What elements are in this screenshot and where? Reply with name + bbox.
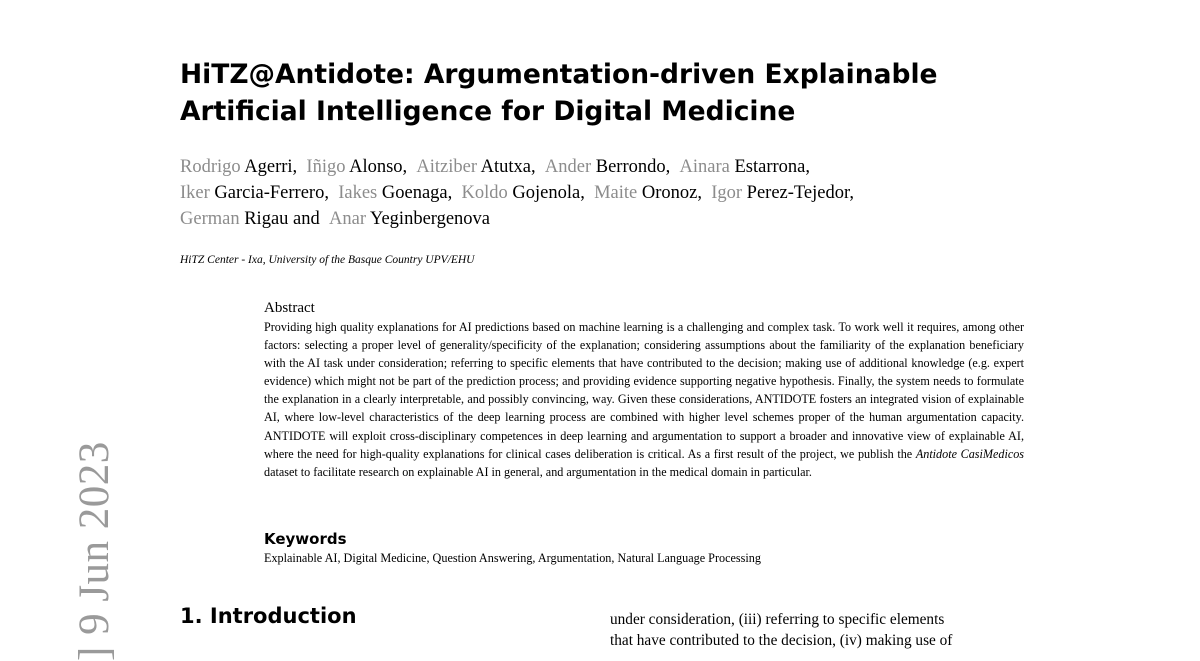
introduction-right-column (610, 609, 1022, 651)
author-given-name: Rodrigo (180, 157, 241, 177)
keywords-section (264, 529, 1024, 567)
author-family-name: Alonso (349, 157, 403, 177)
author-separator: , (402, 157, 408, 177)
keywords-text: Explainable AI, Digital Medicine, Question Answering, Argumentation, Natural Language Processing (264, 551, 761, 565)
author-separator: , (531, 157, 536, 177)
author-given-name: Anar (329, 209, 366, 229)
author-family-name: Oronoz (641, 183, 698, 203)
author-given-name: Aitziber (416, 157, 478, 177)
affiliation: HiTZ Center - Ixa, University of the Basque Country UPV/EHU (180, 254, 475, 266)
author-separator: , (849, 183, 855, 203)
author (462, 183, 585, 203)
author-given-name: Ander (544, 157, 592, 177)
author (180, 209, 320, 229)
abstract-text-main: Providing high quality explanations for AI predictions based on machine learning is a challenging and complex task. To work well it requires, among other factors: selecting a proper level of generality/specificity of the explanation; considering assumptions about the familiarity of the explanation beneficiary with the AI task under consideration; referring to specific elements that have contributed to the decision; making use of additional knowledge (e.g. expert evidence) which might not be part of the prediction process; and providing evidence supporting negative hypothesis. Finally, the system needs to formulate the explanation in a clearly interpretable, and possibly convincing, way. Given these considerations, ANTIDOTE fosters an integrated vision of explainable AI, where low-level characteristics of the deep learning process are combined with higher level schemes proper of the human argumentation capacity. ANTIDOTE will exploit cross-disciplinary competences in deep learning and argumentation to support a broader and innovative view of explainable AI, where the need for high-quality explanations for clinical cases deliberation is critical. As a first result of the project, we publish the (264, 320, 1024, 461)
author-given-name: Koldo (461, 183, 508, 203)
author-separator: , (580, 183, 585, 203)
author-given-name: Maite (594, 183, 638, 203)
author-family-name: Garcia-Ferrero (214, 183, 325, 203)
author-family-name: Atutxa (480, 157, 532, 177)
author-given-name: German (180, 209, 240, 229)
arxiv-stamp-text: ] 9 Jun 2023 (71, 441, 118, 661)
author-separator: and (288, 209, 320, 229)
dataset-name: Antidote CasiMedicos (915, 446, 1024, 461)
author-given-name: Iker (180, 183, 210, 203)
author-given-name: Igor (711, 183, 743, 203)
paper-title (180, 56, 1080, 130)
author-list (180, 154, 1060, 232)
author-separator: , (697, 183, 702, 203)
author (711, 183, 854, 203)
author (545, 157, 670, 177)
author-family-name: Agerri (244, 157, 293, 177)
author-family-name: Yeginbergenova (369, 209, 491, 229)
arxiv-stamp (22, 436, 118, 661)
author (306, 157, 407, 177)
author-separator: , (805, 157, 810, 177)
abstract-text (264, 318, 1024, 481)
author-given-name: Ainara (679, 157, 730, 177)
author-separator: , (292, 157, 298, 177)
keywords-heading: Keywords (264, 530, 347, 548)
intro-line-2: that have contributed to the decision, (iv) making use of (610, 632, 953, 649)
author-given-name: Iñigo (306, 157, 346, 177)
author (329, 209, 490, 229)
abstract-heading: Abstract (264, 300, 315, 316)
author-family-name: Rigau (244, 209, 289, 229)
abstract-section (264, 298, 1024, 481)
author (416, 157, 535, 177)
author-separator: , (324, 183, 329, 203)
author-family-name: Gojenola (512, 183, 581, 203)
author (594, 183, 702, 203)
author (338, 183, 452, 203)
section-heading-introduction: 1. Introduction (180, 604, 357, 628)
author-family-name: Estarrona (734, 157, 806, 177)
author (680, 157, 810, 177)
author-family-name: Berrondo (595, 157, 666, 177)
author-given-name: Iakes (338, 183, 378, 203)
author (180, 157, 297, 177)
intro-line-1: under consideration, (iii) referring to specific elements (610, 611, 945, 628)
abstract-text-end: dataset to facilitate research on explainable AI in general, and argumentation in the medical domain in particular. (264, 464, 812, 479)
author (180, 183, 329, 203)
author-family-name: Goenaga (381, 183, 448, 203)
author-family-name: Perez-Tejedor (746, 183, 850, 203)
author-separator: , (447, 183, 453, 203)
title-line-2: Artificial Intelligence for Digital Medicine (180, 96, 796, 127)
author-separator: , (665, 157, 671, 177)
title-line-1: HiTZ@Antidote: Argumentation-driven Explainable (180, 59, 938, 90)
